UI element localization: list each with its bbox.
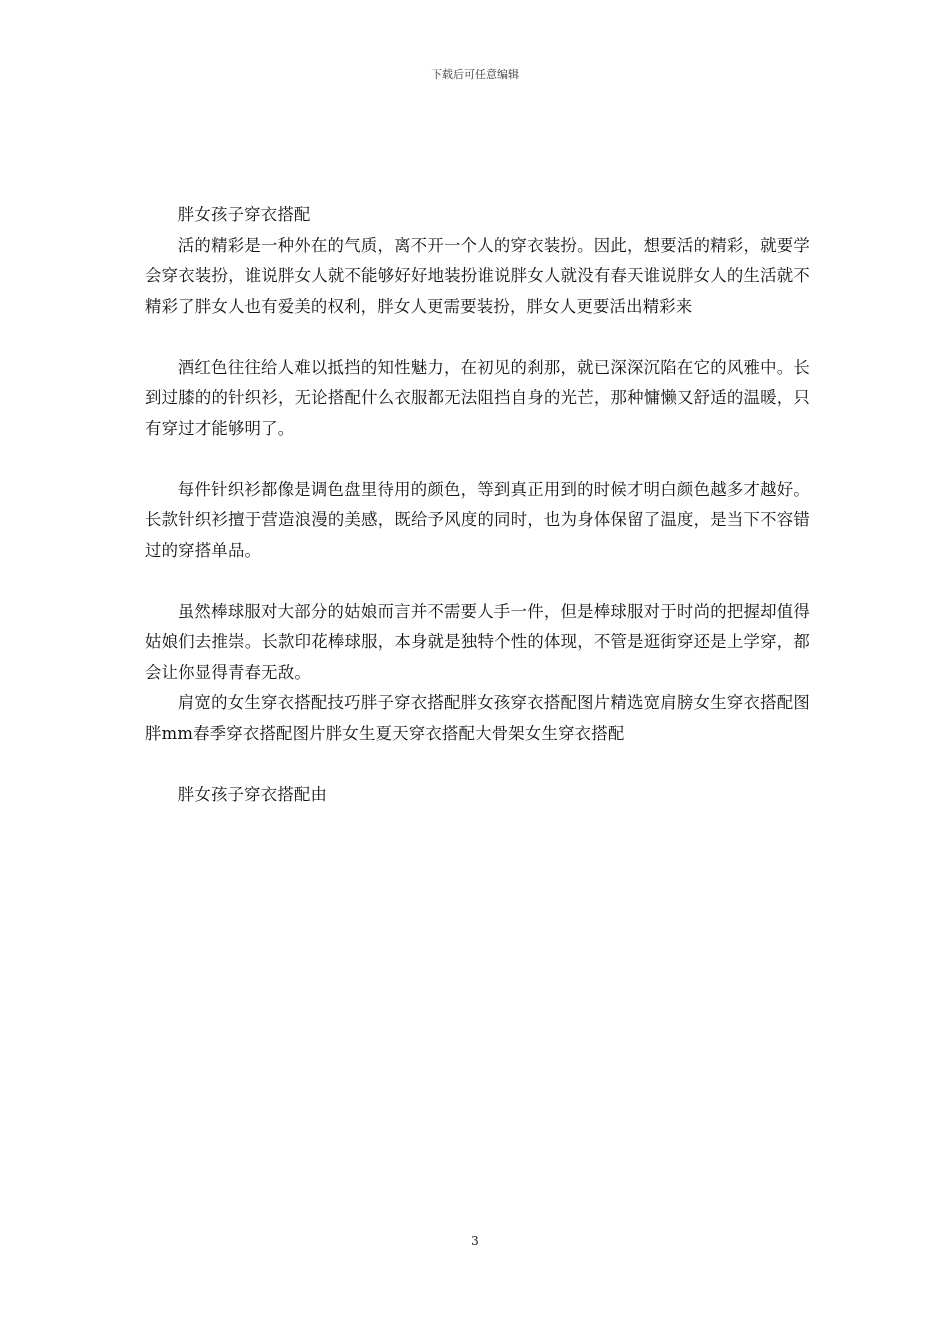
- paragraph-related-topics: 肩宽的女生穿衣搭配技巧胖子穿衣搭配胖女孩穿衣搭配图片精选宽肩膀女生穿衣搭配图胖mm春季穿衣搭配图片胖女生夏天穿衣搭配大骨架女生穿衣搭配: [145, 693, 810, 743]
- paragraph-cardigan-colors: 每件针织衫都像是调色盘里待用的颜色，等到真正用到的时候才明白颜色越多才越好。长款针织衫擅于营造浪漫的美感，既给予风度的同时，也为身体保留了温度，是当下不容错过的穿搭单品。: [145, 479, 810, 560]
- closing-line: 胖女孩子穿衣搭配由: [177, 784, 328, 804]
- paragraph-gap: [145, 749, 810, 780]
- paragraph-burgundy-cardigan: 酒红色往往给人难以抵挡的知性魅力，在初见的刹那，就已深深沉陷在它的风雅中。长到过膝的的针织衫，无论搭配什么衣服都无法阻挡自身的光芒，那种慵懒又舒适的温暖，只有穿过才能够明了。: [145, 357, 810, 438]
- paragraph-gap: [145, 444, 810, 475]
- page-number: 3: [471, 1234, 479, 1248]
- paragraph-baseball-jacket: 虽然棒球服对大部分的姑娘而言并不需要人手一件，但是棒球服对于时尚的把握却值得姑娘们去推崇。长款印花棒球服，本身就是独特个性的体现，不管是逛街穿还是上学穿，都会让你显得青春无敌。: [145, 601, 810, 682]
- document-body: [145, 200, 810, 810]
- paragraph-intro: 活的精彩是一种外在的气质，离不开一个人的穿衣装扮。因此，想要活的精彩，就要学会穿衣装扮，谁说胖女人就不能够好好地装扮谁说胖女人就没有春天谁说胖女人的生活就不精彩了胖女人也有爱美的权利，胖女人更需要装扮，胖女人更要活出精彩来: [145, 235, 810, 316]
- page-header: 下载后可任意编辑: [431, 68, 519, 81]
- paragraph-gap: [145, 322, 810, 353]
- paragraph-gap: [145, 566, 810, 597]
- document-title: 胖女孩子穿衣搭配: [177, 205, 311, 224]
